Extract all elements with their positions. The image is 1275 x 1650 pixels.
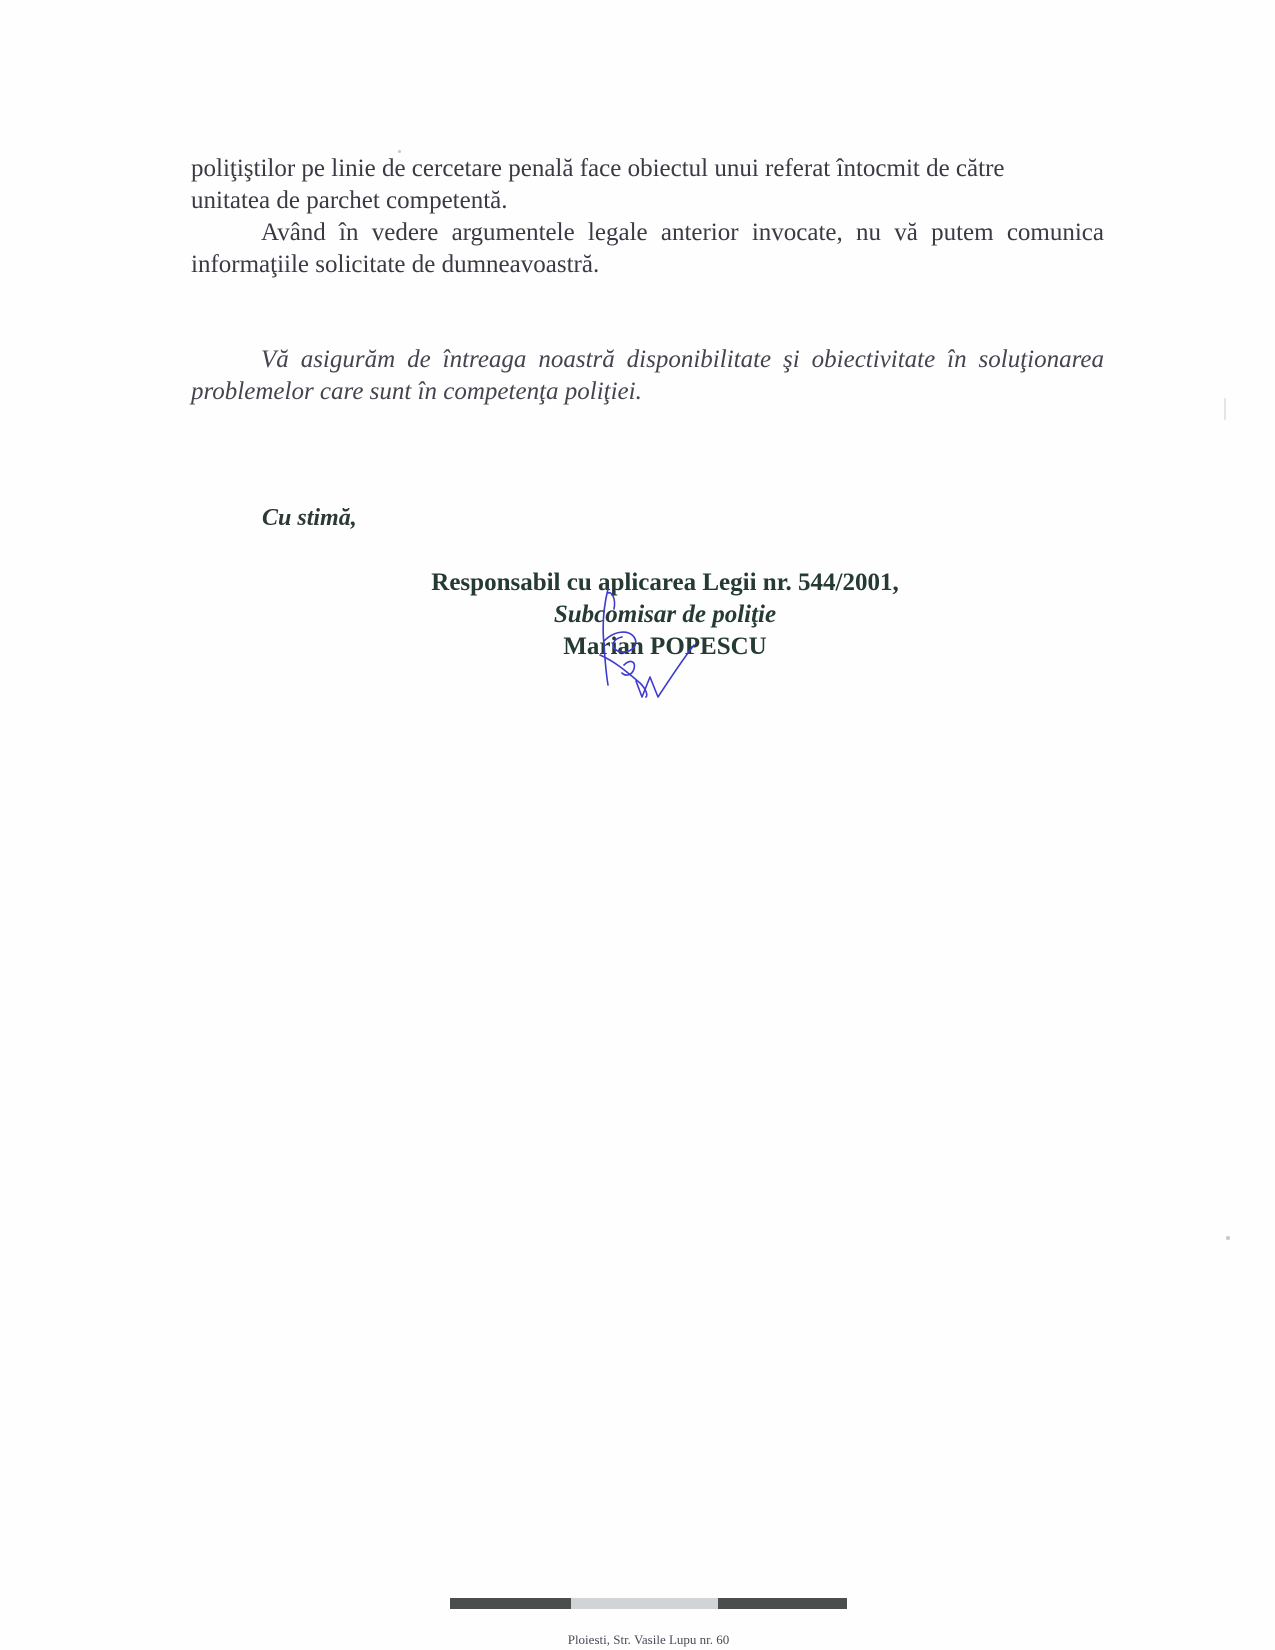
footer-divider-bar [450, 1598, 847, 1609]
signatory-title: Responsabil cu aplicarea Legii nr. 544/2001, [431, 569, 899, 596]
handwritten-signature-icon [590, 585, 750, 715]
scan-artifact [1224, 398, 1226, 420]
paragraph-refusal: Având în vedere argumentele legale anterior invocate, nu vă putem comunica informaţiile solicitate de dumneavoastră. [191, 219, 1104, 278]
signatory-name: Marian POPESCU [563, 633, 767, 660]
footer-bar-segment [450, 1598, 571, 1609]
paragraph-1-line-2: unitatea de parchet competentă. [191, 187, 508, 214]
footer-address: Ploiesti, Str. Vasile Lupu nr. 60 [567, 1632, 730, 1647]
footer-bar-segment [718, 1598, 847, 1609]
signatory-rank: Subcomisar de poliţie [553, 601, 777, 628]
scan-artifact [398, 150, 401, 153]
scan-artifact [1226, 1236, 1230, 1240]
footer-bar-segment [571, 1598, 718, 1609]
paragraph-assurance: Vă asigurăm de întreaga noastră disponibilitate şi obiectivitate în soluţionarea problemelor care sunt în competenţa poliţiei. [191, 346, 1104, 405]
closing-salutation: Cu stimă, [262, 505, 357, 531]
paragraph-investigation-report [191, 153, 1104, 217]
paragraph-1-line-1: poliţiştilor pe linie de cercetare penală face obiectul unui referat întocmit de către [191, 155, 1005, 182]
